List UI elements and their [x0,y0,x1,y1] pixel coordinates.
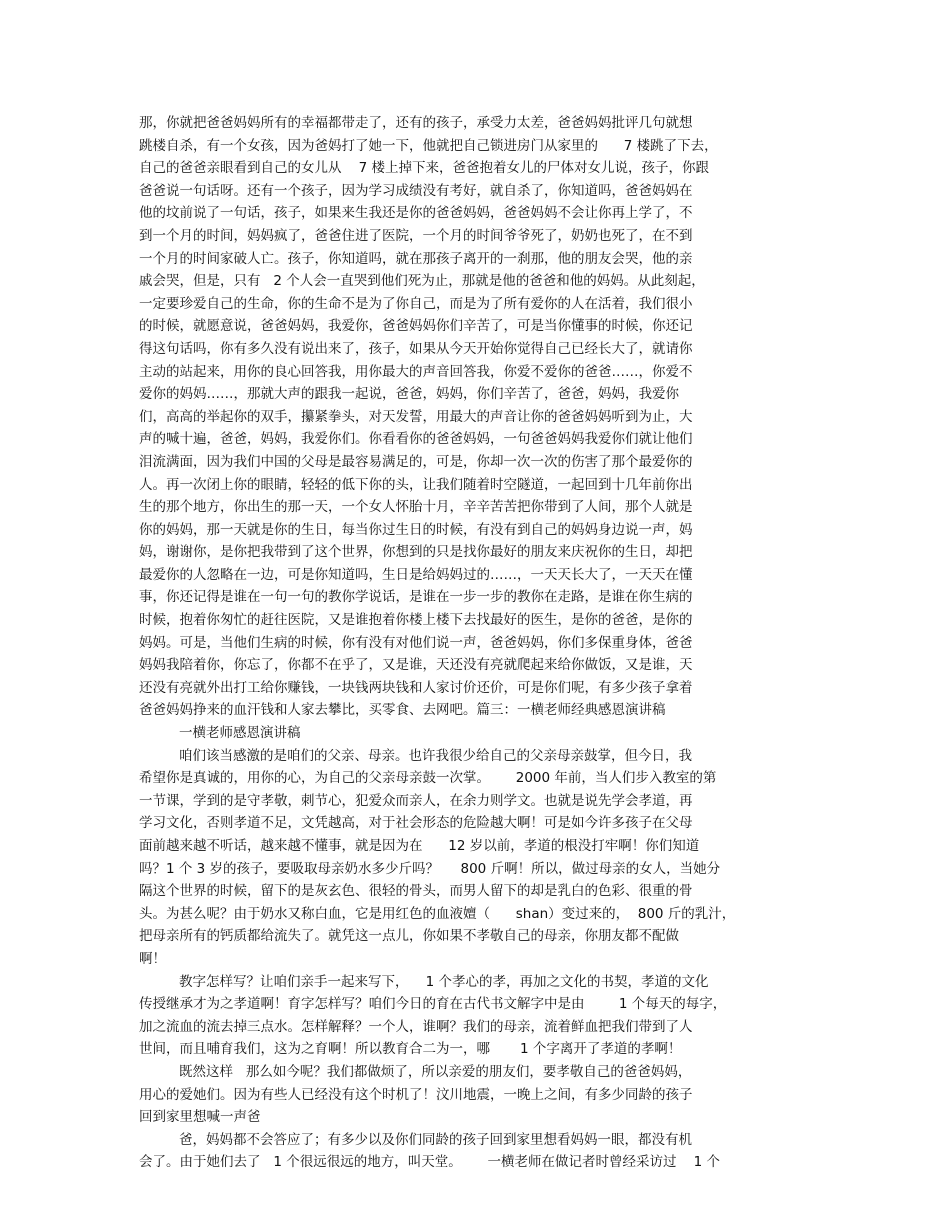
text-line: 人。再一次闭上你的眼睛，轻轻的低下你的头，让我们随着时空隧道，一起回到十几年前你出 [139,476,693,493]
text-line: 那，你就把爸爸妈妈所有的幸福都带走了，还有的孩子，承受力太差，爸爸妈妈批评几句就想 [139,115,693,131]
text-line: 一个月的时间家破人亡。孩子，你知道吗，就在那孩子离开的一刹那，他的朋友会哭，他的亲 [139,250,693,267]
text-line: 妈，谢谢你，是你把我带到了这个世界，你想到的只是找你最好的朋友来庆祝你的生日，却把 [139,544,693,561]
text-line: 头。为甚么呢？由于奶水又称白血，它是用红色的血液嬗（ shan）变过来的， 800 斤的乳汁， [139,905,736,922]
text-line: 爸，妈妈都不会答应了；有多少以及你们同龄的孩子回到家里想看妈妈一眼，都没有机 [179,1131,692,1148]
text-line: 他的坟前说了一句话，孩子，如果来生我还是你的爸爸妈妈，爸爸妈妈不会让你再上学了，不 [139,205,693,222]
text-line: 一节课，学到的是守孝敬，刺节心，犯爱众而亲人，在余力则学文。也就是说先学会孝道，再 [139,792,693,809]
text-line: 最爱你的人忽略在一边，可是你知道吗，生日是给妈妈过的……，一天天长大了，一天天在懂 [139,566,693,583]
text-line: 声的喊十遍，爸爸，妈妈，我爱你们。你看看你的爸爸妈妈，一句爸爸妈妈我爱你们就让他们 [139,431,693,448]
text-line: 用心的爱她们。因为有些人已经没有这个时机了！汶川地震，一晚上之间，有多少同龄的孩子 [139,1086,693,1103]
text-line: 加之流血的流去掉三点水。怎样解释？一个人，谁啊？我们的母亲，流着鲜血把我们带到了人 [139,1018,693,1035]
text-line: 世间，而且哺育我们，这为之育啊！所以教育合二为一，哪 1 个字离开了孝道的孝啊！ [139,1041,682,1058]
text-line: 妈妈我陪着你，你忘了，你都不在乎了，又是谁，天还没有亮就爬起来给你做饭，又是谁，天 [139,657,693,674]
document-body [139,112,819,1174]
text-line: 爸爸说一句话呀。还有一个孩子，因为学习成绩没有考好，就自杀了，你知道吗，爸爸妈妈在 [139,182,693,199]
text-line: 会了。由于她们去了 1 个很远很远的地方，叫天堂。 一横老师在做记者时曾经采访过 1 个 [139,1154,721,1171]
text-line: 啊！ [139,950,166,967]
text-line: 生的那个地方，你出生的那一天，一个女人怀胎十月，辛辛苦苦把你带到了人间，那个人就是 [139,499,693,516]
text-line: 回到家里想喊一声爸 [139,1109,261,1126]
text-line: 吗？1 个 3 岁的孩子，要吸取母亲奶水多少斤吗？ 800 斤啊！所以，做过母亲的女人，当她分 [139,860,721,877]
text-line: 还没有亮就外出打工给你赚钱，一块钱两块钱和人家讨价还价，可是你们呢，有多少孩子拿着 [139,679,693,696]
text-line: 得这句话吗，你有多久没有说出来了，孩子，如果从今天开始你觉得自己已经长大了，就请你 [139,340,693,357]
text-line: 自己的爸爸亲眼看到自己的女儿从 7 楼上掉下来，爸爸抱着女儿的尸体对女儿说，孩子，你跟 [139,160,710,177]
text-line: 教字怎样写？让咱们亲手一起来写下， 1 个孝心的孝，再加之文化的书契，孝道的文化 [179,973,709,990]
text-line: 面前越来越不听话，越来越不懂事，就是因为在 12 岁以前，孝道的根没打牢啊！你们知道 [139,838,700,854]
text-line: 一横老师感恩演讲稿 [179,725,301,742]
text-line: 妈妈。可是，当他们生病的时候，你有没有对他们说一声，爸爸妈妈，你们多保重身体，爸爸 [139,634,693,651]
text-line: 学习文化，否则孝道不足，文凭越高，对于社会形态的危险越大啊！可是如今许多孩子在父母 [139,815,693,832]
text-line: 把母亲所有的钙质都给流失了。就凭这一点儿，你如果不孝敬自己的母亲，你朋友都不配做 [139,928,679,945]
text-line: 的时候，就愿意说，爸爸妈妈，我爱你，爸爸妈妈你们辛苦了，可是当你懂事的时候，你还记 [139,318,693,335]
text-line: 既然这样 那么如今呢？我们都做烦了，所以亲爱的朋友们，要孝敬自己的爸爸妈妈， [179,1063,692,1080]
text-line: 隔这个世界的时候，留下的是灰玄色、很轻的骨头，而男人留下的却是乳白的色彩、很重的骨 [139,883,693,900]
text-line: 到一个月的时间，妈妈疯了，爸爸住进了医院，一个月的时间爷爷死了，奶奶也死了，在不到 [139,227,693,244]
text-line: 一定要珍爱自己的生命，你的生命不是为了你自己，而是为了所有爱你的人在活着，我们很小 [139,295,693,312]
text-line: 主动的站起来，用你的良心回答我，用你最大的声音回答我，你爱不爱你的爸爸……，你爱不 [139,363,693,380]
text-line: 戚会哭，但是，只有 2 个人会一直哭到他们死为止，那就是他的爸爸和他的妈妈。从此刻起， [139,273,705,290]
text-line: 泪流满面，因为我们中国的父母是最容易满足的，可是，你却一次一次的伤害了那个最爱你的 [139,453,693,470]
text-line: 咱们该当感激的是咱们的父亲、母亲。也许我很少给自己的父亲母亲鼓掌，但今日，我 [179,747,692,764]
text-line: 希望你是真诚的，用你的心，为自己的父亲母亲鼓一次掌。 2000 年前，当人们步入教室的第 [139,770,717,787]
text-line: 你的妈妈，那一天就是你的生日，每当你过生日的时候，有没有到自己的妈妈身边说一声，妈 [139,521,693,538]
text-line: 爱你的妈妈……，那就大声的跟我一起说，爸爸，妈妈，你们辛苦了，爸爸，妈妈，我爱你 [139,386,679,403]
text-line: 事，你还记得是谁在一句一句的教你学说话，是谁在一步一步的教你在走路，是谁在你生病的 [139,589,693,606]
text-line: 跳楼自杀，有一个女孩，因为爸妈打了她一下，他就把自己锁进房门从家里的 7 楼跳了下去， [139,137,718,154]
text-line: 传授继承才为之孝道啊！育字怎样写？咱们今日的育在古代书文解字中是由 1 个每天的每字， [139,996,727,1013]
text-line: 时候，抱着你匆忙的赶往医院，又是谁抱着你楼上楼下去找最好的医生，是你的爸爸，是你的 [139,612,693,629]
text-line: 爸爸妈妈挣来的血汗钱和人家去攀比，买零食、去网吧。篇三：一横老师经典感恩演讲稿 [139,702,666,719]
text-line: 们，高高的举起你的双手，攥紧拳头，对天发誓，用最大的声音让你的爸爸妈妈听到为止，大 [139,408,693,425]
